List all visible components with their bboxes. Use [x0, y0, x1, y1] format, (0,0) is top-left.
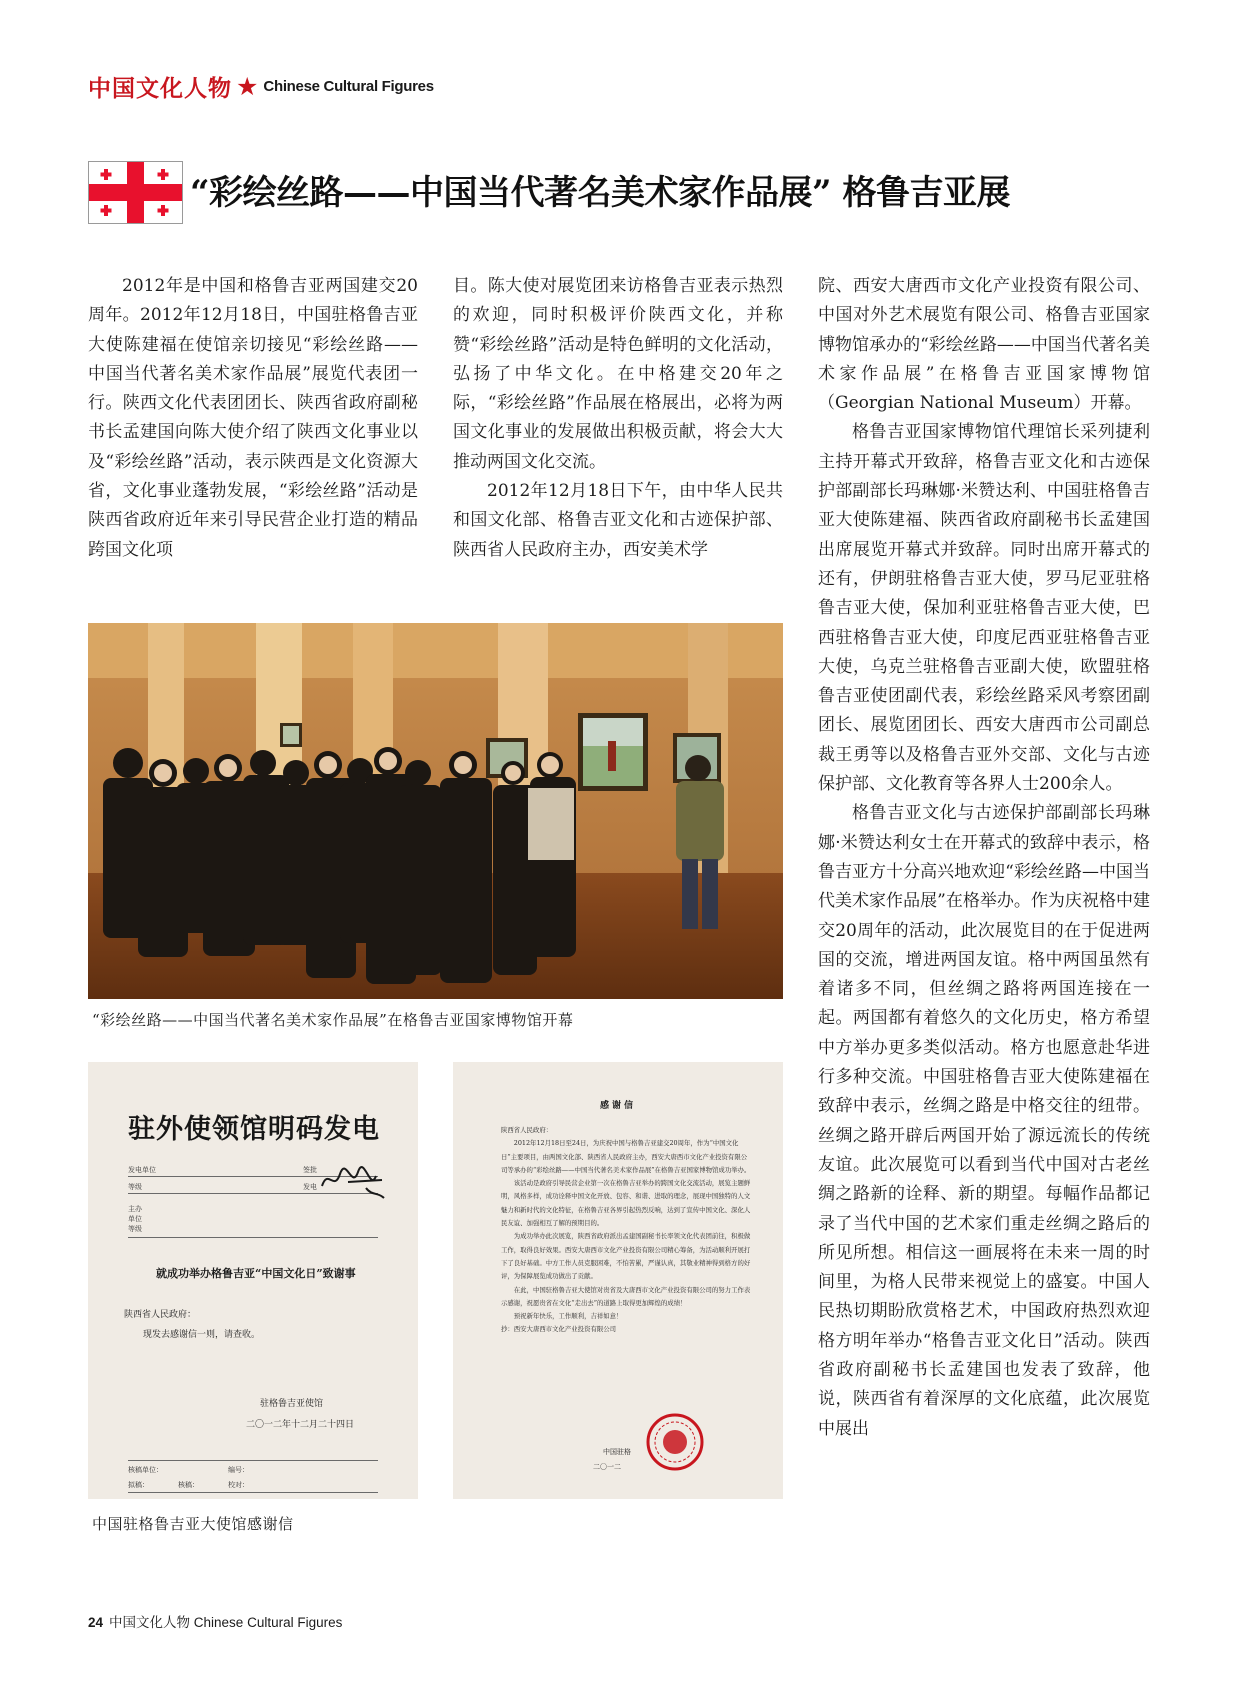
telegram-document — [88, 1062, 418, 1499]
letter-date: 二〇一二 — [593, 1463, 621, 1471]
footer-field: 核稿： — [178, 1481, 199, 1489]
masthead-title-en: Chinese Cultural Figures — [263, 77, 434, 95]
footer-text: 中国文化人物 Chinese Cultural Figures — [109, 1615, 343, 1630]
article-paragraph: 格鲁吉亚文化与古迹保护部副部长玛琳娜·米赞达利女士在开幕式的致辞中表示，格鲁吉亚方十分高兴地欢迎“彩绘丝路—中国当代美术家作品展”在格举办。作为庆祝格中建交20周年的活动，此次展览目的在于促进两国的交流，增进两国友谊。格中两国虽然有着诸多不同，但丝绸之路将两国连接在一起。两国都有着悠久的文化历史，格方希望中方举办更多类似活动。格方也愿意赴华进行多种交流。中国驻格鲁吉亚大使陈建福在致辞中表示，丝绸之路是中格交往的纽带。丝绸之路开辟后两国开始了源远流长的传统友谊。此次展览可以看到当代中国对古老丝绸之路新的诠释、新的期望。每幅作品都记录了当代中国的艺术家们重走丝绸之路后的所见所想。相信这一画展将在未来一周的时间里，为格人民带来视觉上的盛宴。中国人民热切期盼欣赏格艺术，中国政府热烈欢迎格方明年举办“格鲁吉亚文化日”活动。陕西省政府副秘书长孟建国也发表了致辞，他说，陕西省有着深厚的文化底蕴，此次展览中展出 — [818, 803, 1150, 1439]
thank-letter-document — [453, 1062, 783, 1499]
georgian-flag-icon — [88, 161, 183, 224]
masthead-title-cn: 中国文化人物 — [88, 74, 232, 102]
letter-cc: 抄：西安大唐西市文化产业投资有限公司 — [501, 1325, 617, 1334]
article-paragraph: 2012年是中国和格鲁吉亚两国建交20周年。2012年12月18日，中国驻格鲁吉亚大使陈建福在使馆亲切接见“彩绘丝路——中国当代著名美术家作品展”展览代表团一行。陕西文化代表团团长、陕西省政府副秘书长孟建国向陈大使介绍了陕西文化事业以及“彩绘丝路”活动，表示陕西是文化资源大省，文化事业蓬勃发展，“彩绘丝路”活动是陕西省政府近年来引导民营企业打造的精品跨国文化项 — [88, 276, 418, 560]
page-footer — [88, 1611, 342, 1631]
divider — [128, 1460, 378, 1461]
article-column-3 — [818, 272, 1150, 1444]
letter-title: 感谢信 — [599, 1101, 636, 1111]
article-paragraph: 目。陈大使对展览团来访格鲁吉亚表示热烈的欢迎，同时积极评价陕西文化，并称赞“彩绘丝路”活动是特色鲜明的文化活动，弘扬了中华文化。在中格建交20年之际，“彩绘丝路”作品展在格展出，必将为两国文化事业的发展做出积极贡献，将会大大推动两国文化交流。 — [453, 276, 783, 472]
divider — [128, 1492, 378, 1493]
host-line: 单位 — [128, 1215, 142, 1223]
telegram-signer: 驻格鲁吉亚使馆 — [260, 1399, 324, 1409]
letter-paragraph: 在此，中国驻格鲁吉亚大使馆对贵省及大唐西市文化产业投资有限公司的努力工作表示感谢，祝愿贵省在文化“走出去”的道路上取得更加辉煌的成绩！ — [501, 1285, 751, 1307]
letter-paragraph: 预祝新年快乐，工作顺利，吉祥如意！ — [513, 1312, 623, 1321]
letter-addressee: 陕西省人民政府： — [501, 1126, 553, 1134]
footer-field: 编号： — [228, 1466, 249, 1474]
telegram-heading: 驻外使领馆明码发电 — [128, 1114, 380, 1145]
article-headline: “彩绘丝路——中国当代著名美术家作品展” 格鲁吉亚展 — [190, 173, 1010, 213]
article-column-1 — [88, 272, 418, 565]
footer-field: 核稿单位： — [128, 1466, 163, 1474]
footer-field: 校对： — [228, 1481, 249, 1489]
signature-icon — [318, 1162, 388, 1202]
telegram-subject: 就成功举办格鲁吉亚“中国文化日”致谢事 — [156, 1267, 356, 1280]
letter-caption: 中国驻格鲁吉亚大使馆感谢信 — [92, 1515, 294, 1533]
host-line: 等级 — [128, 1225, 142, 1233]
page-number: 24 — [88, 1615, 104, 1630]
letter-body — [501, 1124, 751, 1337]
letter-paragraph: 2012年12月18日至24日，为庆祝中国与格鲁吉亚建交20周年，作为“中国文化日”主要项目，由两国文化部、陕西省人民政府主办，西安大唐西市文化产业投资有限公司等承办的“彩绘丝路——中国当代著名美术家作品展”在格鲁吉亚国家博物馆成功举办。 — [501, 1139, 751, 1174]
telegram-addressee: 陕西省人民政府： — [124, 1310, 197, 1320]
footer-field: 拟稿： — [128, 1481, 149, 1489]
star-icon: ★ — [236, 71, 259, 101]
send-label: 发电 — [303, 1183, 317, 1191]
sign-label: 签批 — [303, 1166, 317, 1174]
article-paragraph: 2012年12月18日下午，由中华人民共和国文化部、格鲁吉亚文化和古迹保护部、陕西省人民政府主办，西安美术学 — [453, 481, 783, 560]
letter-paragraph: 该活动是政府引导民营企业第一次在格鲁吉亚举办的跨国文化交流活动，展览主题鲜明，风格多样，成功诠释中国文化开放、包容、和谐、进取的理念，展现中国独特的人文魅力和新时代的文化特征，在格鲁吉亚各界引起热烈反响，达到了宣传中国文化、深化人民友谊、加强相互了解的预期目的。 — [501, 1179, 751, 1228]
telegram-date: 二〇一二年十二月二十四日 — [246, 1420, 355, 1430]
article-paragraph: 格鲁吉亚国家博物馆代理馆长采列捷利主持开幕式开致辞，格鲁吉亚文化和古迹保护部副部长玛琳娜·米赞达利、中国驻格鲁吉亚大使陈建福、陕西省政府副秘书长孟建国出席展览开幕式并致辞。同时出席开幕式的还有，伊朗驻格鲁吉亚大使，罗马尼亚驻格鲁吉亚大使，保加利亚驻格鲁吉亚大使，巴西驻格鲁吉亚大使，印度尼西亚驻格鲁吉亚大使，乌克兰驻格鲁吉亚副大使，欧盟驻格鲁吉亚使团副代表，彩绘丝路采风考察团副团长、展览团团长、西安大唐西市公司副总裁王勇等以及格鲁吉亚外交部、文化与古迹保护部、文化教育等各界人士200余人。 — [818, 422, 1150, 795]
embassy-seal-icon — [645, 1412, 705, 1472]
article-column-2 — [453, 272, 783, 565]
article-paragraph: 院、西安大唐西市文化产业投资有限公司、中国对外艺术展览有限公司、格鲁吉亚国家博物馆承办的“彩绘丝路——中国当代著名美术家作品展”在格鲁吉亚国家博物馆（Georgian National Museum）开幕。 — [818, 276, 1150, 414]
letter-paragraph: 为成功举办此次展览，陕西省政府派出孟建国副秘书长率领文化代表团前往，积极做工作，取得良好效果。西安大唐西市文化产业投资有限公司精心筹备，为活动顺利开展打下了良好基础。中方工作人员克服困难，不怕苦累，严谨认真，其敬业精神得到格方的好评，为保障展览成功做出了贡献。 — [501, 1232, 751, 1281]
divider — [128, 1237, 378, 1238]
grade-label: 等级 — [128, 1183, 142, 1191]
letter-signer: 中国驻格 — [603, 1448, 631, 1456]
telegram-body: 现发去感谢信一则，请查收。 — [143, 1330, 261, 1340]
issuer-label: 发电单位 — [128, 1166, 156, 1174]
masthead — [88, 70, 434, 102]
photo-caption: “彩绘丝路——中国当代著名美术家作品展”在格鲁吉亚国家博物馆开幕 — [92, 1011, 574, 1029]
exhibition-opening-photo — [88, 623, 783, 999]
host-line: 主办 — [128, 1205, 142, 1213]
